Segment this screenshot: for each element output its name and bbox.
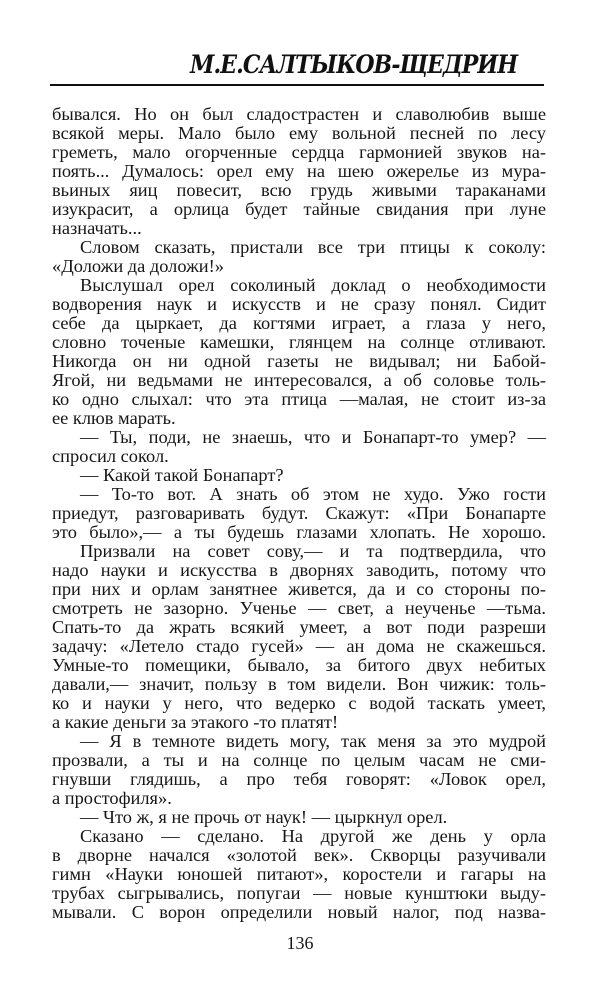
- page-number: 136: [286, 933, 314, 953]
- text-line: ко и науки у него, что ведерко с водой таскать умеет,: [52, 693, 546, 713]
- text-line: — Что ж, я не прочь от наук! — цыркнул орел.: [80, 807, 448, 827]
- text-line: при них и орлам занятнее живется, да и со стороны по-: [52, 579, 546, 599]
- text-line: приедут, разговаривать будут. Скажут: «При Бонапарте: [52, 503, 546, 523]
- text-line: мывали. С ворон определили новый налог, под назва-: [52, 902, 546, 922]
- text-line: Умные-то помещики, бывало, за битого двух небитых: [52, 655, 546, 675]
- text-line: «Доложи да доложи!»: [52, 256, 224, 276]
- text-line: греметь, мало огорченные сердца гармонией звуков на-: [52, 142, 546, 162]
- text-line: назначать...: [52, 218, 142, 238]
- text-line: вьиных яиц повесит, всю грудь живыми тараканами: [52, 180, 546, 200]
- text-line: Ягой, ни ведьмами не интересовался, а об соловье толь-: [52, 370, 546, 390]
- text-line: — То-то вот. А знать об этом не худо. Ужо гости: [80, 484, 546, 504]
- text-line: гнувши глядишь, а про тебя говорят: «Ловок орел,: [52, 769, 546, 789]
- text-line: спросил сокол.: [52, 446, 169, 466]
- text-line: а какие деньги за этакого -то платят!: [52, 712, 339, 732]
- text-line: водворения наук и искусств и не сразу понял. Сидит: [52, 294, 546, 314]
- body-text: [52, 105, 546, 922]
- text-line: Никогда он ни одной газеты не видывал; ни Бабой-: [52, 351, 546, 371]
- text-line: себе да цыркает, да когтями играет, а глаза у него,: [52, 313, 546, 333]
- text-line: ко одно слыхал: что эта птица —малая, не стоит из-за: [52, 389, 546, 409]
- text-line: Спать-то да жрать всякий умеет, а вот поди разреши: [52, 617, 546, 637]
- text-line: ее клюв марать.: [52, 408, 176, 428]
- text-line: — Я в темноте видеть могу, так меня за это мудрой: [80, 731, 546, 751]
- text-line: изукрасит, а орлица будет тайные свидания при луне: [52, 199, 546, 219]
- text-line: прозвали, а ты и на солнце по целым часам не сми-: [52, 750, 546, 770]
- text-line: бывался. Но он был сладострастен и славолюбив выше: [52, 104, 546, 124]
- text-line: надо науки и искусства в дворнях заводить, потому что: [52, 560, 546, 580]
- text-line: словно точеные камешки, глянцем на солнце отливают.: [52, 332, 546, 352]
- text-line: всякой меры. Мало было ему вольной песней по лесу: [52, 123, 546, 143]
- text-line: Сказано — сделано. На другой же день у орла: [80, 826, 546, 846]
- text-line: — Какой такой Бонапарт?: [80, 465, 284, 485]
- text-line: в дворне начался «золотой век». Скворцы разучивали: [52, 845, 546, 865]
- text-line: гимн «Науки юношей питают», коростели и гагары на: [52, 864, 546, 884]
- text-line: смотреть не зазорно. Ученье — свет, а неученье —тьма.: [52, 598, 546, 618]
- text-line: — Ты, поди, не знаешь, что и Бонапарт-то умер? —: [80, 427, 546, 447]
- text-line: давали,— значит, пользу в том видели. Вон чижик: толь-: [52, 674, 546, 694]
- text-line: трубах сыгрывались, попугаи — новые кунштюки выду-: [52, 883, 546, 903]
- text-line: задачу: «Летело стадо гусей» — ан дома не скажешься.: [52, 636, 546, 656]
- text-line: Выслушал орел соколиный доклад о необходимости: [80, 275, 546, 295]
- header-rule: [50, 84, 544, 86]
- running-head-author: М.Е.САЛТЫКОВ-ЩЕДРИН: [190, 50, 518, 79]
- text-line: а простофиля».: [52, 788, 172, 808]
- text-line: Призвали на совет сову,— и та подтвердила, что: [80, 541, 546, 561]
- text-line: поять... Думалось: орел ему на шею ожерелье из мура-: [52, 161, 546, 181]
- text-line: Словом сказать, пристали все три птицы к соколу:: [80, 237, 546, 257]
- text-line: это было»,— а ты будешь глазами хлопать. Не хорошо.: [52, 522, 546, 542]
